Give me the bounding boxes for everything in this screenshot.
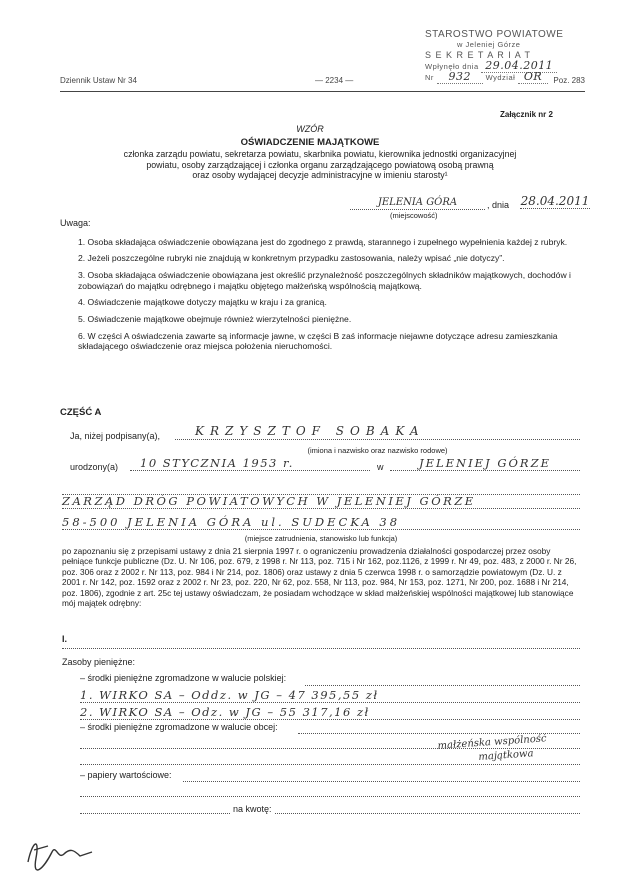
amount-label: na kwotę: — [233, 804, 272, 814]
stamp-no-value: 932 — [437, 70, 484, 84]
uwaga-label: Uwaga: — [60, 218, 91, 228]
subtitle-line-3: oraz osoby wydającej decyzje administracyjne w imieniu starosty¹ — [192, 170, 448, 181]
declarant-name-caption: (imiona i nazwisko oraz nazwisko rodowe) — [307, 446, 448, 455]
birth-place-label: w — [377, 462, 384, 472]
date-field: 28.04.2011 — [520, 194, 590, 208]
marital-note-line-2: majątkowa — [478, 748, 534, 763]
securities-amount-dotline — [275, 813, 580, 814]
pln-entry-2: 2. WIRKO SA – Odz. w JG – 55 317,16 zł — [80, 705, 580, 720]
date-label: , dnia — [487, 200, 510, 210]
employment-line-2: 58-500 JELENIA GÓRA ul. SUDECKA 38 — [62, 515, 580, 530]
form-title: OŚWIADCZENIE MAJĄTKOWE — [240, 137, 380, 148]
place-caption: (miejscowość) — [390, 211, 438, 220]
uwaga-item-2: 2. Jeżeli poszczególne rubryki nie znajdują w konkretnym przypadku zastosowania, należy wpisać „nie dotyczy”. — [78, 252, 505, 263]
cash-resources-label: Zasoby pieniężne: — [62, 657, 136, 667]
pln-funds-dotline — [305, 685, 580, 686]
declarant-label: Ja, niżej podpisany(a), — [70, 431, 161, 441]
subtitle-line-2: powiatu, osoby zarządzającej i członka organu zarządzającego powiatową osobą prawną — [146, 159, 494, 170]
stamp-location: w Jeleniej Górze — [457, 40, 521, 49]
stamp-received-date: 29.04.2011 — [481, 59, 557, 73]
uwaga-item-3: 3. Osoba składająca oświadczenie obowiązana jest określić przynależność poszczególnych składników majątkowych, dochodów i zobowiązań do majątku odrębnego i majątku objętego małżeńską wspólnością majątkową. — [78, 270, 571, 291]
foreign-funds-label: – środki pieniężne zgromadzone w walucie obcej: — [80, 722, 278, 732]
gazette-position: Poz. 283 — [553, 76, 585, 85]
header-rule — [60, 91, 585, 92]
employment-line-1: ZARZĄD DRÓG POWIATOWYCH W JELENIEJ GÓRZE — [62, 494, 580, 509]
gazette-name: Dziennik Ustaw Nr 34 — [60, 76, 137, 85]
part-a-heading: CZĘŚĆ A — [60, 407, 102, 418]
uwaga-list — [78, 237, 583, 352]
birth-place-field: JELENIEJ GÓRZE — [390, 456, 580, 471]
subtitle-line-1: członka zarządu powiatu, sekretarza powiatu, skarbnika powiatu, kierownika jednostki organizacyjnej — [123, 149, 517, 159]
pln-funds-label: – środki pieniężne zgromadzone w walucie polskiej: — [80, 673, 287, 683]
uwaga-item-4: 4. Oświadczenie majątkowe dotyczy majątku w kraju i za granicą. — [78, 297, 327, 308]
place-date-row — [340, 194, 600, 222]
born-label: urodzony(a) — [70, 462, 119, 472]
marital-note — [437, 732, 548, 768]
handwritten-signature — [22, 832, 102, 872]
securities-amount-dotline-left — [80, 813, 230, 814]
securities-label: – papiery wartościowe: — [80, 770, 172, 780]
form-subtitle — [40, 149, 600, 181]
securities-dotline-1 — [183, 781, 580, 782]
marital-note-line-1: małżeńska wspólność — [437, 733, 547, 752]
uwaga-item-6: 6. W części A oświadczenia zawarte są informacje jawne, w części B zaś informacje niejawne dotyczące adresu zamieszkania składającego oświadczenie oraz miejsca położenia nieruchomości. — [78, 330, 558, 352]
pln-entry-1: 1. WIRKO SA – Oddz. w JG – 47 395,55 zł — [80, 688, 580, 703]
stamp-department-label: Wydział — [485, 73, 516, 82]
uwaga-item-1: 1. Osoba składająca oświadczenie obowiązana jest do zgodnego z prawdą, starannego i zupełnego wypełnienia każdej z rubryk. — [78, 237, 568, 247]
section-i-heading: I. — [62, 634, 68, 644]
section-i-dotline — [62, 648, 580, 649]
stamp-secretariat: S E K R E T A R I A T — [425, 50, 532, 60]
foreign-dotline-3 — [80, 764, 580, 765]
gazette-header — [60, 76, 585, 90]
place-field: JELENIA GÓRA — [350, 197, 485, 210]
employment-caption: (miejsce zatrudnienia, stanowisko lub funkcja) — [244, 534, 398, 543]
attachment-label: Załącznik nr 2 — [500, 110, 553, 119]
statute-text: po zapoznaniu się z przepisami ustawy z dnia 21 sierpnia 1997 r. o ograniczeniu prowadzenia działalności gospodarczej przez osoby pełniące funkcje publiczne (Dz. U. Nr 106, poz. 679, z 1998 r. Nr 113, poz. 715 i Nr 162, poz.1126, z 1999 r. Nr 49, poz. 483, z 2000 r. Nr 26, poz. 306 oraz z 2002 r. Nr 113, poz. 984 i Nr 214, poz. 1806) oraz ustawy z dnia 5 czerwca 1998 r. o samorządzie powiatowym (Dz. U. z 2001 r. Nr 142, poz. 1592 oraz z 2002 r. Nr 23, poz. 220, Nr 62, poz. 558, Nr 113, poz. 984, Nr 153, poz. 1271, Nr 200, poz. 1688 i Nr 214, poz. 1806), zgodnie z art. 25c tej ustawy oświadczam, że posiadam wchodzące w skład małżeńskiej wspólności majątkowej lub stanowiące mój majątek odrębny: — [62, 546, 577, 609]
birth-date-field: 10 STYCZNIA 1953 r. — [130, 456, 370, 471]
declarant-name-field: KRZYSZTOF SOBAKA — [175, 424, 580, 440]
securities-dotline-2 — [80, 796, 580, 797]
stamp-no-label: Nr — [425, 73, 434, 82]
uwaga-item-5: 5. Oświadczenie majątkowe obejmuje również wierzytelności pieniężne. — [78, 313, 352, 324]
stamp-department-value: OR — [518, 70, 548, 84]
stamp-received-label: Wpłynęło dnia — [425, 62, 479, 71]
gazette-page: — 2234 — — [315, 76, 354, 85]
form-template-label: WZÓR — [296, 124, 324, 134]
stamp-title: STAROSTWO POWIATOWE — [425, 29, 564, 40]
